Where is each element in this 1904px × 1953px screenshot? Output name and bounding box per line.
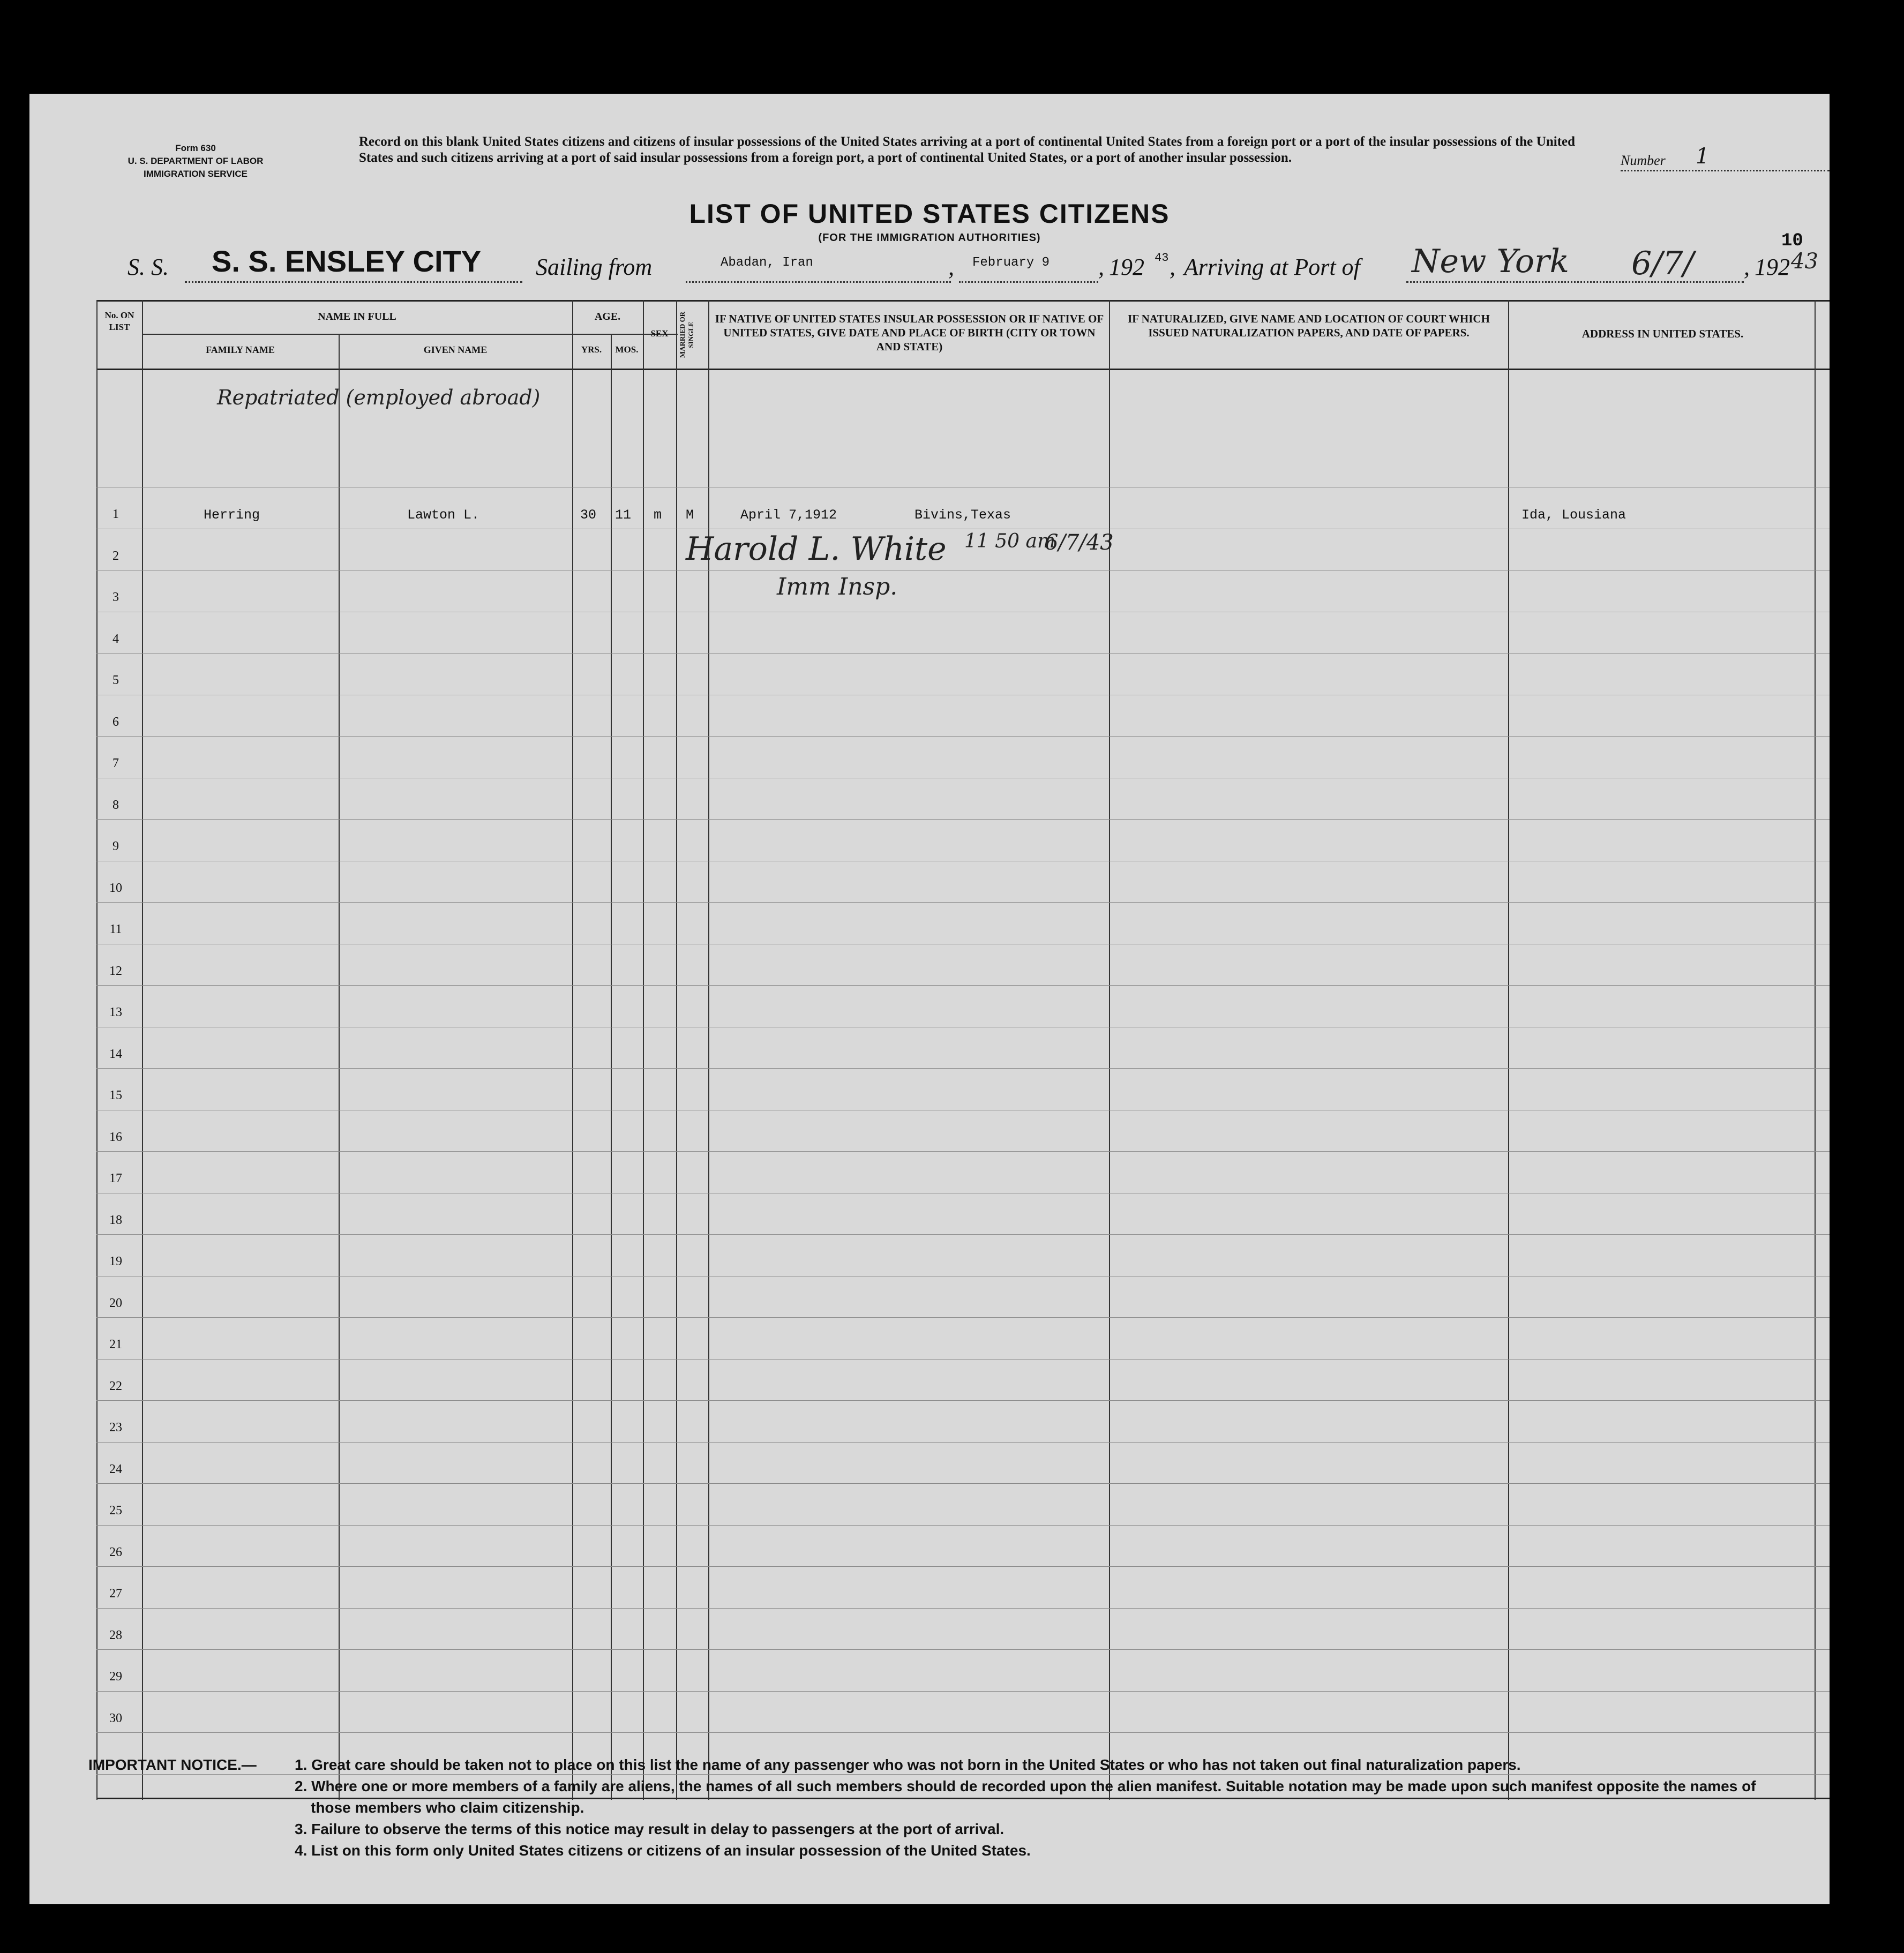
row-number: 3 [113, 590, 119, 604]
arrival-year-handwritten: 43 [1791, 249, 1818, 274]
notice-items [295, 1754, 1779, 1861]
form-instructions: Record on this blank United States citizens and citizens of insular possessions of the United States arriving at a port of continental United States from a foreign port or a port of the insular possessions of the United States and such citizens arriving at a port of said insular possessions from a foreign port, a port of continental United States, or a port of another insular possession. [359, 134, 1575, 165]
passenger-table [96, 300, 1830, 1725]
ss-label: S. S. [128, 254, 169, 280]
col-header-no: No. ON LIST [104, 310, 134, 332]
cell-age-months: 11 [615, 507, 632, 523]
col-header-married-or-single: MARRIED OR SINGLE [678, 311, 695, 358]
row-number: 13 [109, 1005, 122, 1019]
arrival-port-value: New York [1412, 243, 1569, 280]
row-rule [96, 1608, 1830, 1609]
row-number: 27 [109, 1587, 122, 1601]
row-number: 20 [109, 1296, 122, 1310]
row-number: 25 [109, 1504, 122, 1518]
ship-name: S. S. ENSLEY CITY [212, 244, 482, 278]
sailing-year-prefix: 192 [1109, 254, 1144, 280]
row-rule [96, 985, 1830, 986]
form-subtitle: (FOR THE IMMIGRATION AUTHORITIES) [818, 232, 1041, 244]
col-header-yrs: YRS. [581, 344, 602, 355]
cell-sex: m [654, 507, 662, 523]
voyage-line: S. S. S. S. ENSLEY CITY Sailing from Abadan, Iran , February 9 , 192 43 , Arriving at Port of New York 6/7/ , 192 10 43 [128, 231, 1818, 282]
arrival-year-prefix: 192 [1755, 254, 1790, 280]
notice-lead: IMPORTANT NOTICE.— [88, 1756, 257, 1773]
row-number: 4 [113, 632, 119, 646]
form-sheet [29, 94, 1830, 1904]
notice-item: 3. Failure to observe the terms of this notice may result in delay to passengers at the port of arrival. [295, 1821, 1005, 1837]
col-header-family-name: FAMILY NAME [206, 344, 275, 355]
arrival-year-typed: 10 [1781, 231, 1803, 251]
inspection-time: 11 50 am [964, 530, 1056, 552]
row-number: 6 [113, 715, 119, 729]
row-number: 28 [109, 1628, 122, 1642]
row-number: 11 [109, 922, 122, 936]
row-number: 26 [109, 1545, 122, 1559]
repatriated-annotation: Repatriated (employed abroad) [217, 386, 541, 409]
row-number: 14 [109, 1047, 122, 1061]
row-rule [96, 1525, 1830, 1526]
row-rule [96, 902, 1830, 903]
number-value: 1 [1696, 144, 1710, 169]
row-rule [96, 1151, 1830, 1152]
header-bottom-border [96, 369, 1830, 370]
row-rule [96, 1068, 1830, 1069]
inspector-title: Imm Insp. [777, 573, 898, 600]
sailing-from-label: Sailing from [536, 254, 653, 280]
row-number: 2 [113, 549, 119, 563]
row-rule [96, 1442, 1830, 1443]
row-number: 5 [113, 673, 119, 687]
row-number: 15 [109, 1088, 122, 1102]
row-rule [96, 1691, 1830, 1692]
col-header-birth: IF NATIVE OF UNITED STATES INSULAR POSSESSION OR IF NATIVE OF UNITED STATES, GIVE DATE AND PLACE OF BIRTH (CITY OR TOWN AND STATE) [715, 312, 1104, 353]
row-rule [96, 1483, 1830, 1484]
row-number: 8 [113, 798, 119, 812]
col-header-mos: MOS. [615, 344, 639, 355]
row-number: 12 [109, 964, 122, 978]
table-top-border [96, 300, 1830, 302]
cell-family-name: Herring [204, 507, 260, 523]
sailing-from-value: Abadan, Iran [721, 256, 813, 270]
sailing-date-value: February 9 [972, 256, 1050, 270]
row-number: 21 [109, 1338, 122, 1351]
col-header-name-in-full: NAME IN FULL [318, 311, 396, 322]
row-rule [96, 819, 1830, 820]
col-header-naturalized: IF NATURALIZED, GIVE NAME AND LOCATION OF COURT WHICH ISSUED NATURALIZATION PAPERS, AND DATE OF PAPERS. [1128, 312, 1490, 339]
inspection-date: 6/7/43 [1045, 530, 1114, 555]
col-header-age: AGE. [594, 311, 621, 322]
row-number: 22 [109, 1379, 122, 1393]
row-rule [96, 1649, 1830, 1650]
row-number: 17 [109, 1171, 122, 1185]
inspector-signature: Harold L. White [686, 530, 947, 568]
row-number: 23 [109, 1421, 122, 1434]
notice-item: 1. Great care should be taken not to place on this list the name of any passenger who was not born in the United States or who has not taken out final naturalization papers. [295, 1756, 1521, 1773]
row-number: 18 [109, 1213, 122, 1227]
cell-address: Ida, Lousiana [1521, 507, 1626, 523]
row-rule [96, 1566, 1830, 1567]
row-number: 7 [113, 756, 119, 770]
row-number: 30 [109, 1711, 122, 1725]
row-rule [96, 1732, 1830, 1733]
notice-item: 4. List on this form only United States citizens or citizens of an insular possession of the United States. [295, 1842, 1031, 1859]
department-name: U. S. DEPARTMENT OF LABOR [128, 156, 264, 166]
col-header-sex: SEX [650, 328, 669, 339]
row-rule [96, 1400, 1830, 1401]
form-title: LIST OF UNITED STATES CITIZENS [689, 199, 1170, 229]
subheader-border [142, 334, 678, 335]
sailing-year-value: 43 [1155, 251, 1169, 265]
arriving-label: Arriving at Port of [1184, 254, 1360, 280]
form-number: Form 630 [175, 143, 216, 153]
arrival-date-value: 6/7/ [1631, 245, 1694, 282]
cell-age-years: 30 [580, 507, 597, 523]
row-number: 10 [109, 881, 122, 895]
service-name: IMMIGRATION SERVICE [144, 169, 248, 179]
row-number: 19 [109, 1255, 122, 1268]
col-header-given-name: GIVEN NAME [423, 344, 488, 355]
row-number: 29 [109, 1670, 122, 1684]
notice-item: 2. Where one or more members of a family are aliens, the names of all such members should de recorded upon the alien manifest. Suitable notation may be made upon such manifest opposite the names of those members who claim citizenship. [295, 1778, 1756, 1816]
form-identifier [94, 142, 297, 181]
row-number: 24 [109, 1462, 122, 1476]
col-header-address: ADDRESS IN UNITED STATES. [1581, 327, 1744, 340]
row-number: 9 [113, 839, 119, 853]
row-rule [96, 1317, 1830, 1318]
number-label: Number [1621, 153, 1666, 168]
cell-given-name: Lawton L. [407, 507, 480, 523]
cell-marital-status: M [686, 507, 694, 523]
row-rule [96, 1234, 1830, 1235]
row-number: 1 [113, 507, 119, 521]
row-rule [96, 736, 1830, 737]
row-number: 16 [109, 1130, 122, 1144]
cell-birth-date: April 7,1912 [740, 507, 837, 523]
cell-birth-place: Bivins,Texas [914, 507, 1011, 523]
